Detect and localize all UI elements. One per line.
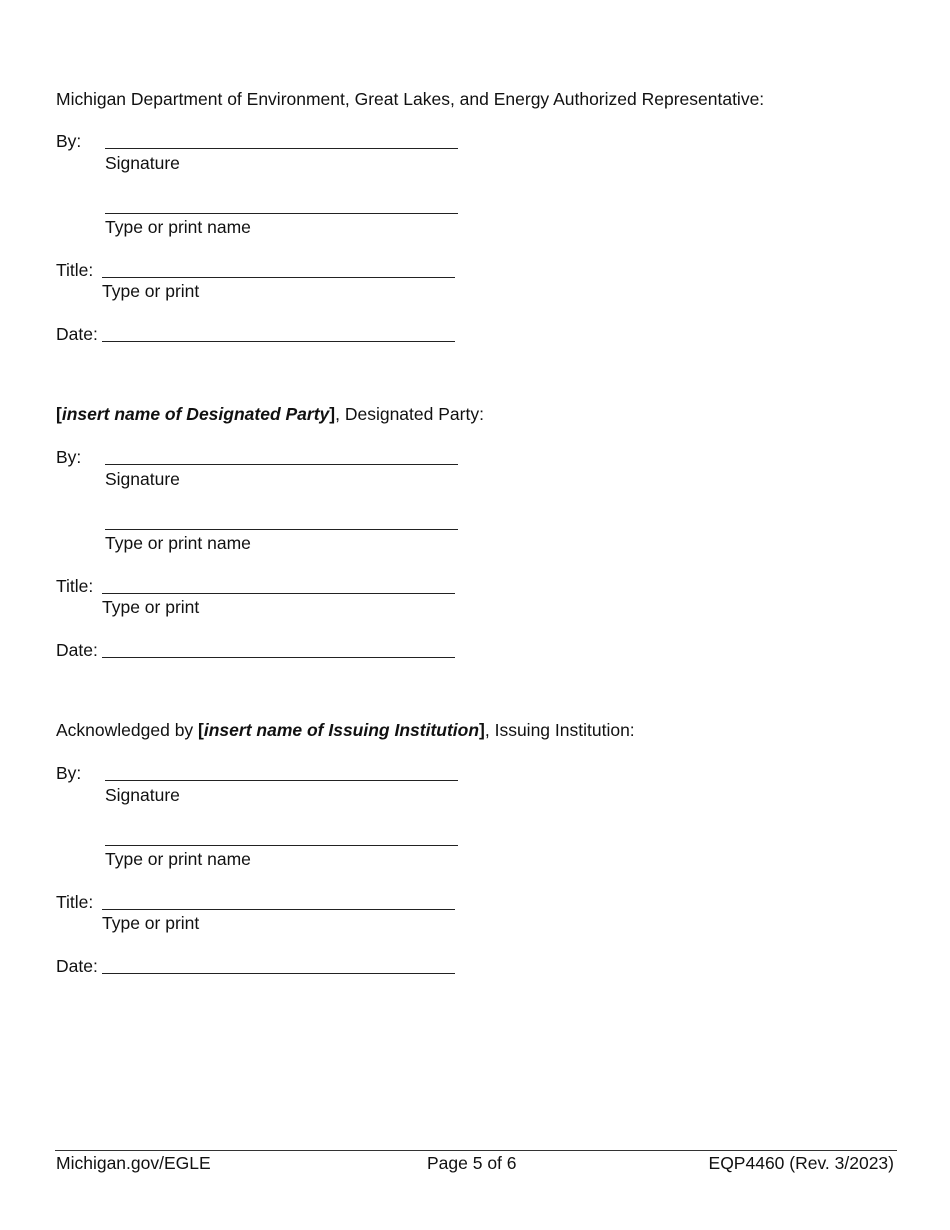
placeholder-designated-party: insert name of Designated Party: [61, 404, 330, 424]
title-caption: Type or print: [102, 281, 200, 301]
title-line[interactable]: [102, 909, 455, 910]
signature-line[interactable]: [105, 780, 458, 781]
printed-name-caption: Type or print name: [105, 533, 251, 553]
close-bracket: ]: [479, 720, 485, 740]
printed-name-caption: Type or print name: [105, 849, 251, 869]
signature-line[interactable]: [105, 464, 458, 465]
section-heading: Acknowledged by [insert name of Issuing Institution], Issuing Institution:: [56, 720, 635, 740]
section-heading: Michigan Department of Environment, Great Lakes, and Energy Authorized Representative:: [56, 89, 765, 109]
title-label: Title:: [56, 892, 94, 912]
date-label: Date:: [56, 956, 98, 976]
signature-caption: Signature: [105, 469, 180, 489]
title-caption: Type or print: [102, 913, 200, 933]
signature-caption: Signature: [105, 153, 180, 173]
close-bracket: ]: [329, 404, 336, 424]
title-label: Title:: [56, 576, 94, 596]
by-label: By:: [56, 763, 82, 783]
footer-form-number: EQP4460 (Rev. 3/2023): [708, 1153, 894, 1173]
footer-page-number: Page 5 of 6: [427, 1153, 517, 1173]
printed-name-line[interactable]: [105, 213, 458, 214]
title-line[interactable]: [102, 277, 455, 278]
placeholder-issuing-institution: insert name of Issuing Institution: [203, 720, 480, 740]
by-label: By:: [56, 131, 82, 151]
date-line[interactable]: [102, 341, 455, 342]
date-line[interactable]: [102, 657, 455, 658]
printed-name-line[interactable]: [105, 529, 458, 530]
date-label: Date:: [56, 640, 98, 660]
date-line[interactable]: [102, 973, 455, 974]
title-line[interactable]: [102, 593, 455, 594]
open-bracket: [: [198, 720, 204, 740]
date-label: Date:: [56, 324, 98, 344]
footer-website: Michigan.gov/EGLE: [56, 1153, 211, 1173]
title-caption: Type or print: [102, 597, 200, 617]
signature-line[interactable]: [105, 148, 458, 149]
by-label: By:: [56, 447, 82, 467]
open-bracket: [: [56, 404, 62, 424]
title-label: Title:: [56, 260, 94, 280]
section-heading: [insert name of Designated Party], Designated Party:: [56, 404, 484, 424]
footer-divider: [55, 1150, 897, 1151]
printed-name-line[interactable]: [105, 845, 458, 846]
signature-caption: Signature: [105, 785, 180, 805]
printed-name-caption: Type or print name: [105, 217, 251, 237]
